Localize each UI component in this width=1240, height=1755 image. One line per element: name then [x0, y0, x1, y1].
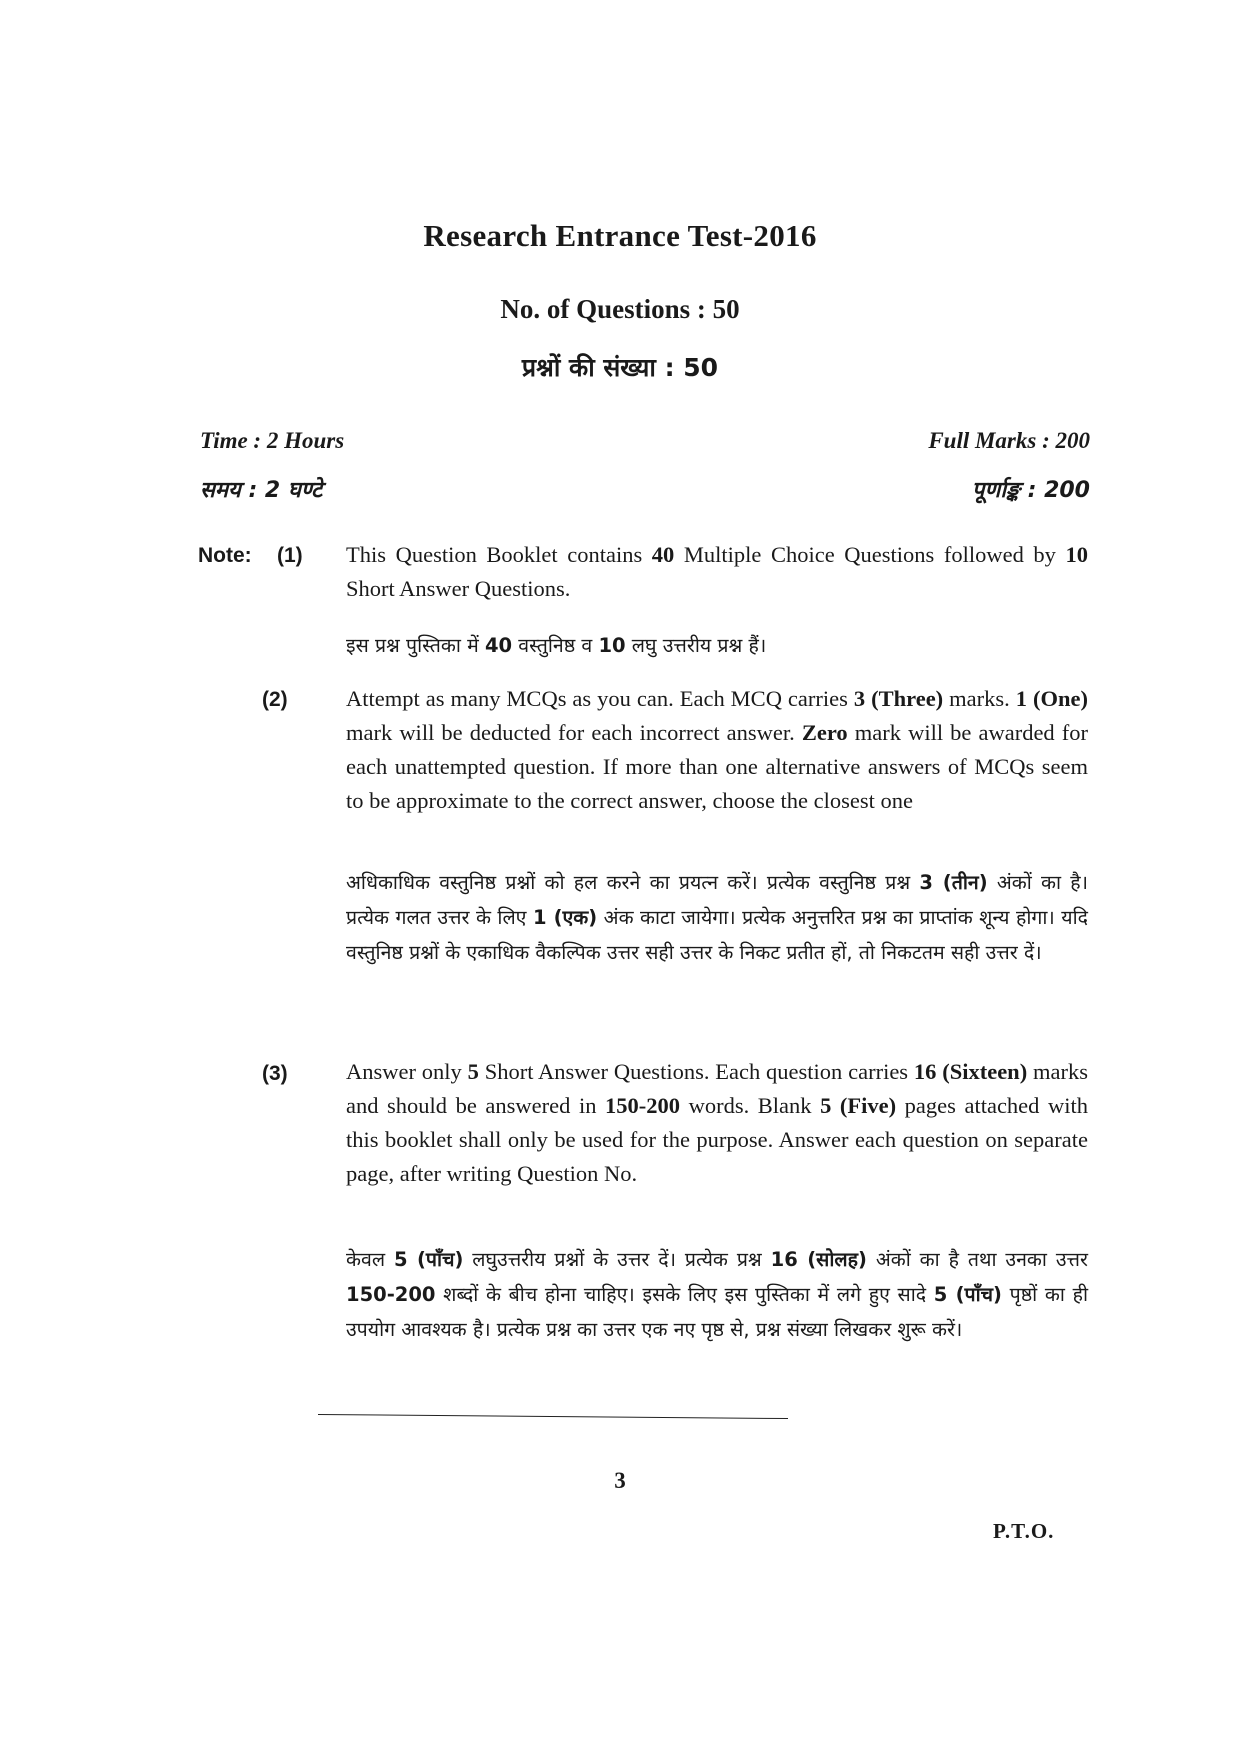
note-number-1: (1) [277, 544, 303, 567]
note-number-3: (3) [262, 1062, 288, 1085]
note-3-english: Answer only 5 Short Answer Questions. Each question carries 16 (Sixteen) marks and should be answered in 150-200 words. Blank 5 (Five) pages attached with this booklet shall only be used for the purpose. Answer each question on separate page, after writing Question No. [346, 1059, 1088, 1186]
note-1-hindi: इस प्रश्न पुस्तिका में 40 वस्तुनिष्ठ व 10 लघु उत्तरीय प्रश्न हैं। [346, 634, 767, 657]
note-1-english: This Question Booklet contains 40 Multiple Choice Questions followed by 10 Short Answer Questions. [346, 542, 1088, 601]
note-label: Note: [198, 544, 252, 567]
page-number: 3 [614, 1468, 626, 1493]
number-of-questions-hi: प्रश्नों की संख्या : 50 [521, 353, 719, 382]
divider-line [318, 1414, 788, 1419]
note-3-hindi: केवल 5 (पाँच) लघुउत्तरीय प्रश्नों के उत्तर दें। प्रत्येक प्रश्न 16 (सोलह) अंकों का है तथा उनका उत्तर 150-200 शब्दों के बीच होना चाहिए। इसके लिए इस पुस्तिका में लगे हुए सादे 5 (पाँच) पृष्ठों का ही उपयोग आवश्यक है। प्रत्येक प्रश्न का उत्तर एक नए पृष्ठ से, प्रश्न संख्या लिखकर शुरू करें। [346, 1248, 1088, 1341]
note-2-english: Attempt as many MCQs as you can. Each MCQ carries 3 (Three) marks. 1 (One) mark will be deducted for each incorrect answer. Zero mark will be awarded for each unattempted question. If more than one alternative answers of MCQs seem to be approximate to the correct answer, choose the closest one [346, 686, 1088, 813]
note-2-hindi: अधिकाधिक वस्तुनिष्ठ प्रश्नों को हल करने का प्रयत्न करें। प्रत्येक वस्तुनिष्ठ प्रश्न 3 (तीन) अंकों का है। प्रत्येक गलत उत्तर के लिए 1 (एक) अंक काटा जायेगा। प्रत्येक अनुत्तरित प्रश्न का प्राप्तांक शून्य होगा। यदि वस्तुनिष्ठ प्रश्नों के एकाधिक वैकल्पिक उत्तर सही उत्तर के निकट प्रतीत हों, तो निकटतम सही उत्तर दें। [346, 871, 1089, 964]
time-en: Time : 2 Hours [200, 428, 345, 453]
full-marks-en: Full Marks : 200 [928, 428, 1090, 453]
note-number-2: (2) [262, 688, 288, 711]
please-turn-over: P.T.O. [993, 1519, 1055, 1543]
number-of-questions-en: No. of Questions : 50 [500, 294, 740, 324]
time-hi: समय : 2 घण्टे [200, 478, 323, 503]
page-title: Research Entrance Test-2016 [423, 218, 817, 253]
full-marks-hi: पूर्णाङ्क : 200 [971, 478, 1090, 503]
